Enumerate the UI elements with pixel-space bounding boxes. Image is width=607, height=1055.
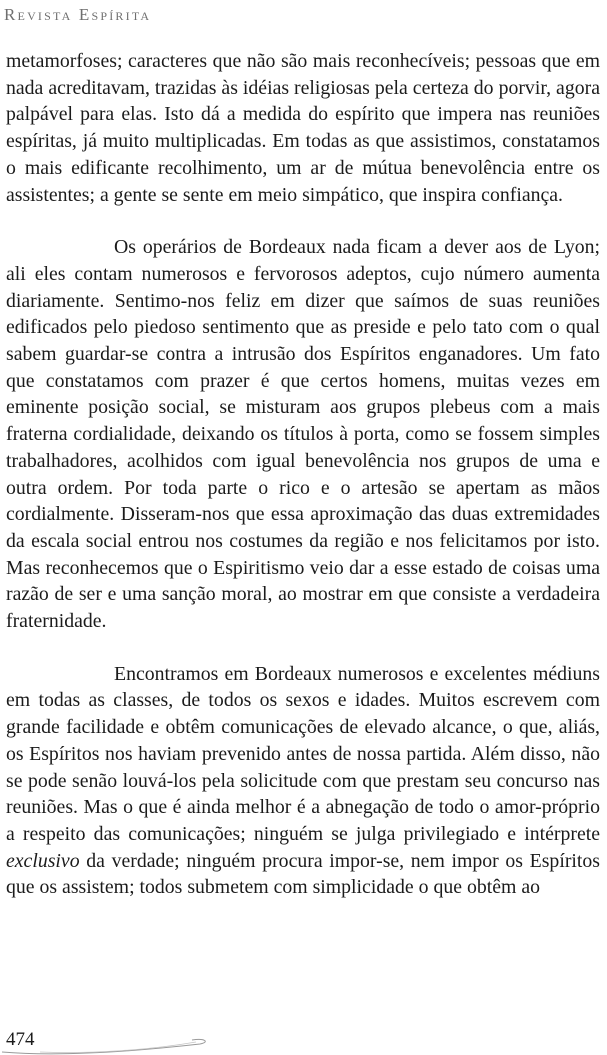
page-number: 474 bbox=[6, 1029, 35, 1050]
paragraph-continued: metamorfoses; caracteres que não são mais reconhecíveis; pessoas que em nada acreditavam, trazidas às idéias religiosas pela certeza do porvir, agora palpável para elas. Isto dá a medida do espírito que impera nas reuniões espíritas, já muito multiplicadas. Em todas as que assistimos, constatamos o mais edificante recolhimento, um ar de mútua benevolência entre os assistentes; a gente se sente em meio simpático, que inspira confiança. bbox=[6, 50, 600, 206]
italic-word: exclusivo bbox=[6, 849, 80, 872]
paragraph-bordeaux-mediums bbox=[6, 661, 600, 901]
paragraph-text-part: Encontramos em Bordeaux numerosos e excelentes médiuns em todas as classes, de todos os sexos e idades. Muitos escrevem com grande facilidade e obtêm comunicações de elevado alcance, o que, aliás, os Espíritos nos haviam prevenido antes de nossa partida. Além disso, não se pode senão louvá-los pela solicitude com que prestam seu concurso nas reuniões. Mas o que é ainda melhor é a abnegação de todo o amor-próprio a respeito das comunicações; ninguém se julga privilegiado e intérprete bbox=[6, 662, 600, 845]
paragraph-text-part: da verdade; ninguém procura impor-se, nem impor os Espíritos que os assistem; todos submetem com simplicidade o que obtêm ao bbox=[6, 849, 600, 899]
page-footer bbox=[0, 1026, 607, 1055]
page-body bbox=[6, 48, 600, 927]
running-head-title: Revista Espírita bbox=[4, 5, 152, 24]
paragraph-bordeaux-workers: Os operários de Bordeaux nada ficam a dever aos de Lyon; ali eles contam numerosos e fervorosos adeptos, cujo número aumenta diariamente. Sentimo-nos feliz em dizer que saímos de suas reuniões edificados pelo piedoso sentimento que as preside e pelo tato com o qual sabem guardar-se contra a intrusão dos Espíritos enganadores. Um fato que constatamos com prazer é que certos homens, muitas vezes em eminente posição social, se misturam aos grupos plebeus com a mais fraterna cordialidade, deixando os títulos à porta, como se fossem simples trabalhadores, acolhidos com igual benevolência nos grupos de uma e outra ordem. Por toda parte o rico e o artesão se apertam as mãos cordialmente. Disseram-nos que essa aproximação das duas extremidades da escala social entrou nos costumes da região e nos felicitamos por isto. Mas reconhecemos que o Espiritismo veio dar a esse estado de coisas uma razão de ser e uma sanção moral, ao mostrar em que consiste a verdadeira fraternidade. bbox=[6, 236, 600, 633]
